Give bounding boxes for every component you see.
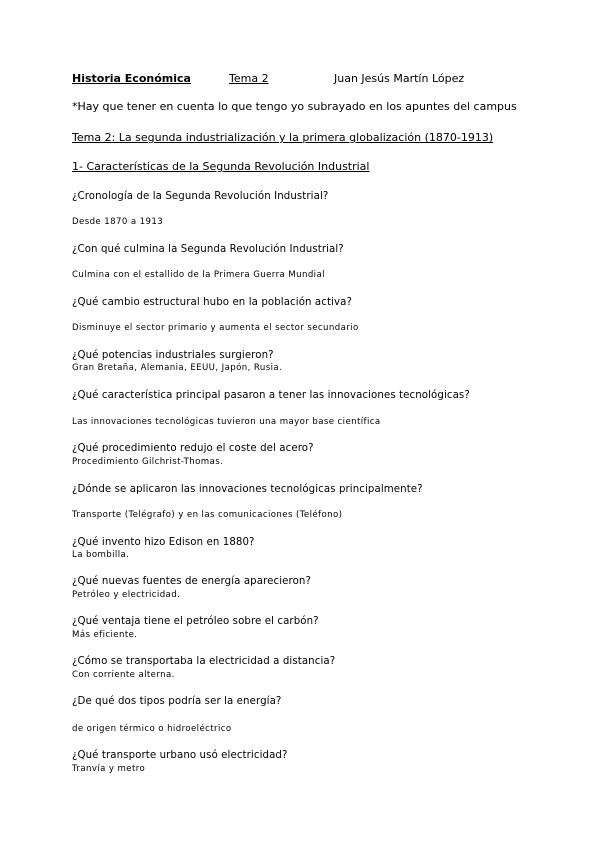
question: ¿Qué ventaja tiene el petróleo sobre el carbón?	[72, 616, 319, 627]
answer: Culmina con el estallido de la Primera Guerra Mundial	[72, 270, 325, 280]
question: ¿Dónde se aplicaron las innovaciones tecnológicas principalmente?	[72, 484, 423, 495]
subject-title: Historia Económica	[72, 72, 191, 85]
topic-title: Tema 2: La segunda industrialización y la primera globalización (1870-1913)	[72, 131, 494, 144]
question: ¿Qué cambio estructural hubo en la población activa?	[72, 297, 352, 308]
question: ¿Qué procedimiento redujo el coste del acero?	[72, 443, 314, 454]
question: ¿Cronología de la Segunda Revolución Industrial?	[72, 191, 329, 202]
answer: Las innovaciones tecnológicas tuvieron una mayor base científica	[72, 417, 381, 427]
question: ¿Con qué culmina la Segunda Revolución Industrial?	[72, 244, 344, 255]
answer: Transporte (Telégrafo) y en las comunicaciones (Teléfono)	[72, 510, 343, 520]
answer: Petróleo y electricidad.	[72, 590, 181, 600]
question: ¿Qué invento hizo Edison en 1880?	[72, 537, 255, 548]
question: ¿Qué transporte urbano usó electricidad?	[72, 750, 288, 761]
question: ¿De qué dos tipos podría ser la energía?	[72, 696, 282, 707]
answer: de origen térmico o hidroeléctrico	[72, 724, 232, 734]
tema-label: Tema 2	[229, 72, 269, 85]
question: ¿Qué nuevas fuentes de energía aparecieron?	[72, 576, 311, 587]
section-title: 1- Características de la Segunda Revolución Industrial	[72, 160, 370, 173]
answer: Desde 1870 a 1913	[72, 217, 164, 227]
question: ¿Qué característica principal pasaron a tener las innovaciones tecnológicas?	[72, 390, 470, 401]
answer: Procedimiento Gilchrist-Thomas.	[72, 457, 224, 467]
answer: La bombilla.	[72, 550, 130, 560]
answer: Con corriente alterna.	[72, 670, 175, 680]
question: ¿Qué potencias industriales surgieron?	[72, 350, 274, 361]
answer: Disminuye el sector primario y aumenta el sector secundario	[72, 323, 359, 333]
answer: Más eficiente.	[72, 630, 138, 640]
campus-note: *Hay que tener en cuenta lo que tengo yo subrayado en los apuntes del campus	[72, 100, 517, 113]
answer: Tranvía y metro	[72, 764, 146, 774]
author-name: Juan Jesús Martín López	[334, 72, 465, 85]
answer: Gran Bretaña, Alemania, EEUU, Japón, Rusia.	[72, 363, 283, 373]
question: ¿Cómo se transportaba la electricidad a distancia?	[72, 656, 336, 667]
